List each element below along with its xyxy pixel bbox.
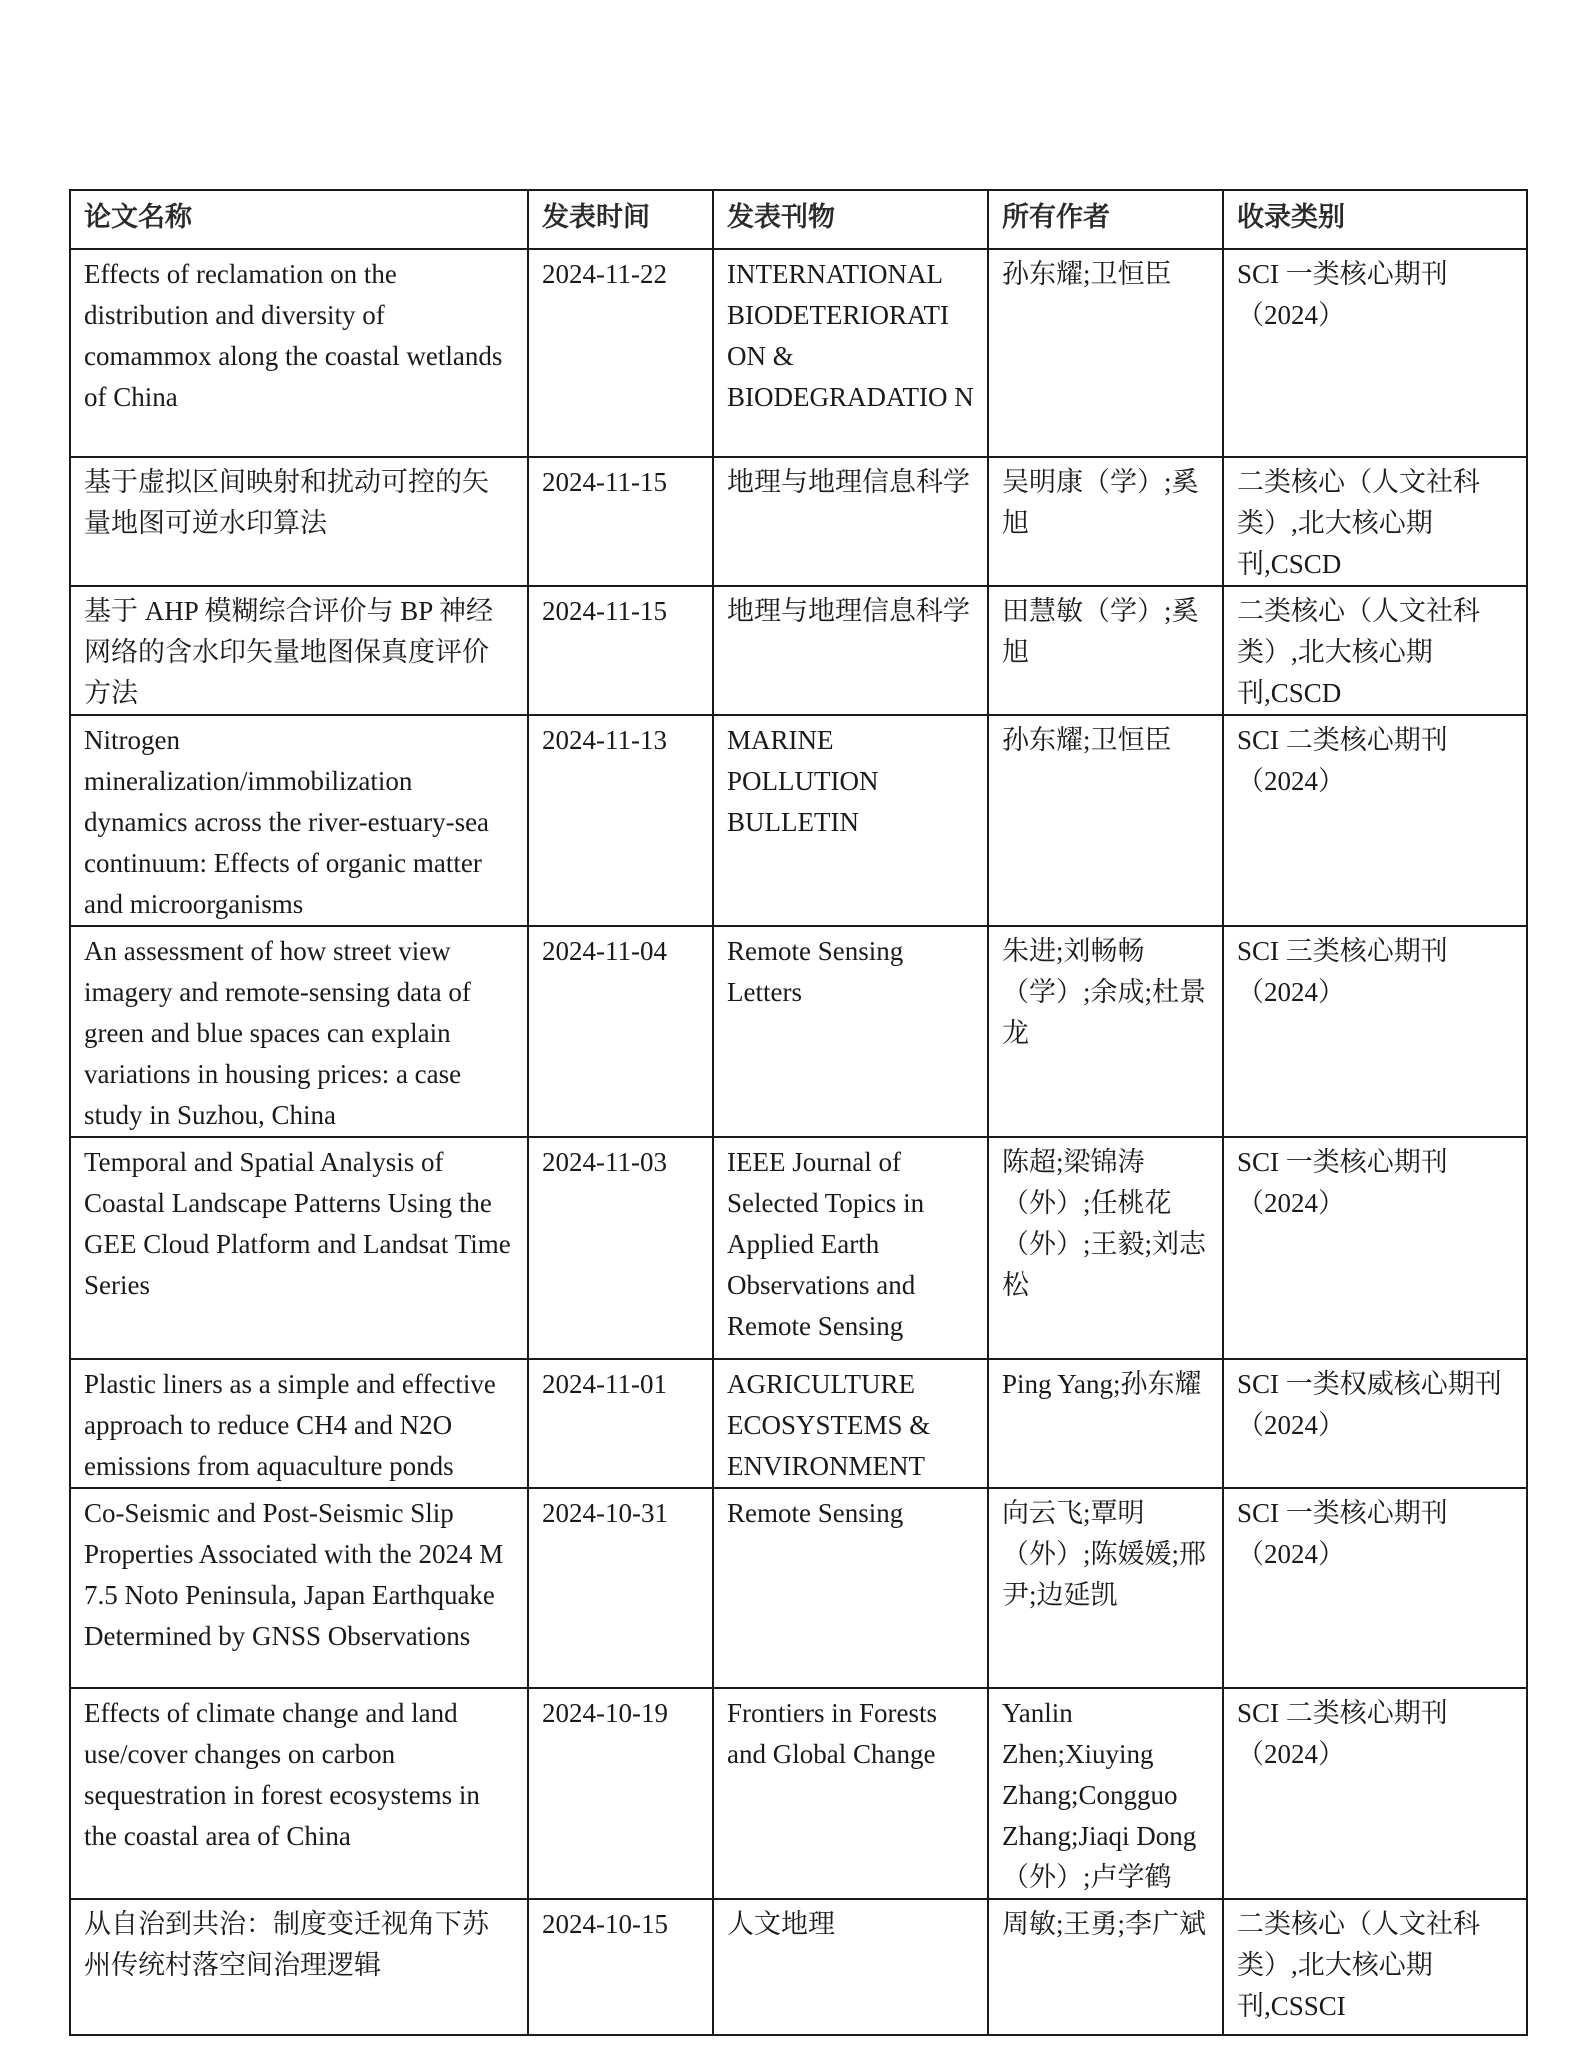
cell-title: An assessment of how street view imagery and remote-sensing data of green and blue spaces can explain variations in housing prices: a case study in Suzhou, China — [70, 926, 528, 1137]
cell-title: 基于虚拟区间映射和扰动可控的矢量地图可逆水印算法 — [70, 457, 528, 586]
cell-category: SCI 二类核心期刊（2024） — [1223, 715, 1527, 926]
cell-authors: 孙东耀;卫恒臣 — [988, 249, 1223, 457]
cell-date: 2024-11-03 — [528, 1137, 713, 1359]
cell-authors: 孙东耀;卫恒臣 — [988, 715, 1223, 926]
cell-journal: 地理与地理信息科学 — [713, 586, 988, 715]
header-title: 论文名称 — [70, 190, 528, 249]
cell-journal: INTERNATIONAL BIODETERIORATI ON & BIODEGRADATIO N — [713, 249, 988, 457]
cell-title: 从自治到共治：制度变迁视角下苏州传统村落空间治理逻辑 — [70, 1899, 528, 2035]
cell-title: Co-Seismic and Post-Seismic Slip Properties Associated with the 2024 M 7.5 Noto Peninsula, Japan Earthquake Determined by GNSS Observations — [70, 1488, 528, 1688]
table-row — [70, 586, 1527, 715]
table-row — [70, 1359, 1527, 1488]
cell-date: 2024-11-04 — [528, 926, 713, 1137]
cell-authors: Ping Yang;孙东耀 — [988, 1359, 1223, 1488]
header-journal: 发表刊物 — [713, 190, 988, 249]
header-category: 收录类别 — [1223, 190, 1527, 249]
cell-journal: Remote Sensing — [713, 1488, 988, 1688]
cell-date: 2024-11-22 — [528, 249, 713, 457]
cell-category: SCI 一类权威核心期刊（2024） — [1223, 1359, 1527, 1488]
cell-journal: MARINE POLLUTION BULLETIN — [713, 715, 988, 926]
cell-title: Effects of reclamation on the distribution and diversity of comammox along the coastal wetlands of China — [70, 249, 528, 457]
cell-authors: 田慧敏（学）;奚旭 — [988, 586, 1223, 715]
publications-table — [69, 189, 1528, 2036]
cell-date: 2024-11-13 — [528, 715, 713, 926]
cell-title: Temporal and Spatial Analysis of Coastal Landscape Patterns Using the GEE Cloud Platform and Landsat Time Series — [70, 1137, 528, 1359]
cell-title: Plastic liners as a simple and effective approach to reduce CH4 and N2O emissions from aquaculture ponds — [70, 1359, 528, 1488]
cell-title: 基于 AHP 模糊综合评价与 BP 神经网络的含水印矢量地图保真度评价方法 — [70, 586, 528, 715]
cell-date: 2024-10-31 — [528, 1488, 713, 1688]
cell-authors: 吴明康（学）;奚旭 — [988, 457, 1223, 586]
table-row — [70, 249, 1527, 457]
table-row — [70, 926, 1527, 1137]
cell-category: SCI 一类核心期刊（2024） — [1223, 1137, 1527, 1359]
table-row — [70, 1688, 1527, 1899]
table-row — [70, 1137, 1527, 1359]
cell-journal: Remote Sensing Letters — [713, 926, 988, 1137]
table-row — [70, 715, 1527, 926]
table-row — [70, 457, 1527, 586]
table-header-row — [70, 190, 1527, 249]
header-date: 发表时间 — [528, 190, 713, 249]
cell-category: 二类核心（人文社科类）,北大核心期刊,CSCD — [1223, 457, 1527, 586]
cell-title: Effects of climate change and land use/cover changes on carbon sequestration in forest ecosystems in the coastal area of China — [70, 1688, 528, 1899]
cell-authors: 周敏;王勇;李广斌 — [988, 1899, 1223, 2035]
cell-authors: 向云飞;覃明（外）;陈媛媛;邢尹;边延凯 — [988, 1488, 1223, 1688]
cell-authors: 朱进;刘畅畅（学）;余成;杜景龙 — [988, 926, 1223, 1137]
cell-category: SCI 三类核心期刊（2024） — [1223, 926, 1527, 1137]
cell-journal: Frontiers in Forests and Global Change — [713, 1688, 988, 1899]
cell-title: Nitrogen mineralization/immobilization dynamics across the river-estuary-sea continuum: Effects of organic matter and microorganisms — [70, 715, 528, 926]
cell-journal: 人文地理 — [713, 1899, 988, 2035]
cell-date: 2024-11-15 — [528, 586, 713, 715]
cell-authors: Yanlin Zhen;Xiuying Zhang;Congguo Zhang;Jiaqi Dong（外）;卢学鹤 — [988, 1688, 1223, 1899]
cell-authors: 陈超;梁锦涛（外）;任桃花（外）;王毅;刘志松 — [988, 1137, 1223, 1359]
table-row — [70, 1899, 1527, 2035]
table-row — [70, 1488, 1527, 1688]
cell-date: 2024-10-19 — [528, 1688, 713, 1899]
cell-journal: AGRICULTURE ECOSYSTEMS & ENVIRONMENT — [713, 1359, 988, 1488]
cell-date: 2024-11-01 — [528, 1359, 713, 1488]
cell-category: SCI 一类核心期刊（2024） — [1223, 1488, 1527, 1688]
cell-category: 二类核心（人文社科类）,北大核心期刊,CSSCI — [1223, 1899, 1527, 2035]
cell-category: SCI 二类核心期刊（2024） — [1223, 1688, 1527, 1899]
cell-journal: IEEE Journal of Selected Topics in Applied Earth Observations and Remote Sensing — [713, 1137, 988, 1359]
cell-date: 2024-11-15 — [528, 457, 713, 586]
cell-category: 二类核心（人文社科类）,北大核心期刊,CSCD — [1223, 586, 1527, 715]
cell-date: 2024-10-15 — [528, 1899, 713, 2035]
cell-journal: 地理与地理信息科学 — [713, 457, 988, 586]
header-authors: 所有作者 — [988, 190, 1223, 249]
cell-category: SCI 一类核心期刊（2024） — [1223, 249, 1527, 457]
